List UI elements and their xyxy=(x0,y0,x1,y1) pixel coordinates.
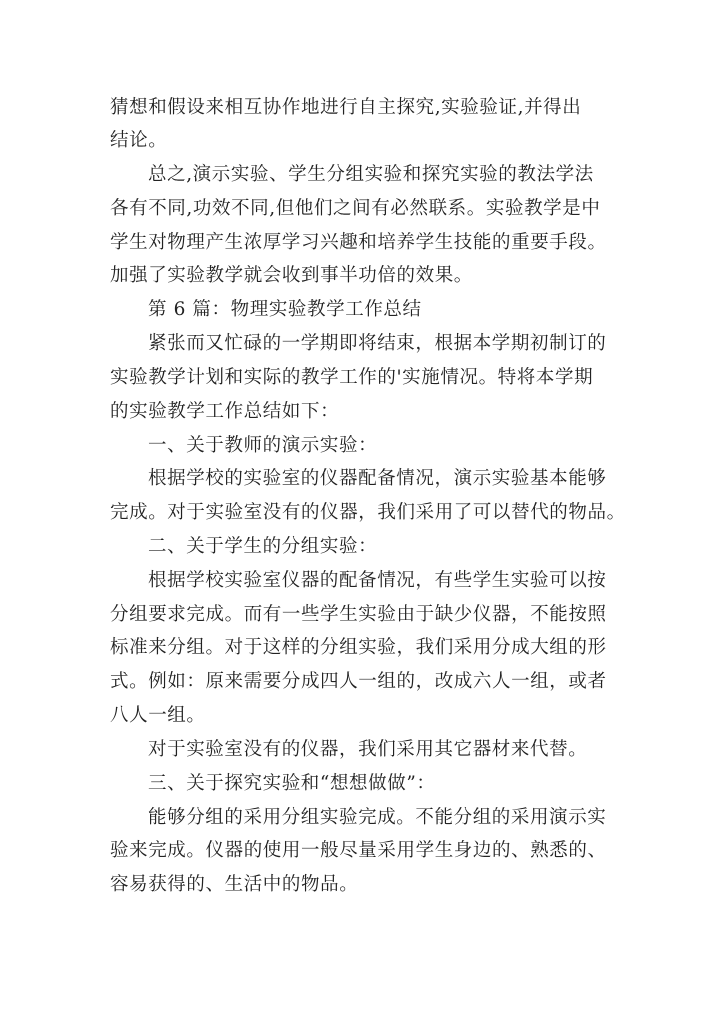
text-line: 加强了实验教学就会收到事半功倍的效果。 xyxy=(110,265,473,286)
text-line: 分组要求完成。而有一些学生实验由于缺少仪器，不能按照 xyxy=(110,604,607,625)
text-line: 对于实验室没有的仪器，我们采用其它器材来代替。 xyxy=(148,739,588,760)
text-line: 总之,演示实验、学生分组实验和探究实验的教法学法 xyxy=(148,164,594,185)
text-line: 完成。对于实验室没有的仪器，我们采用了可以替代的物品。 xyxy=(110,502,626,523)
text-line: 的实验教学工作总结如下： xyxy=(110,401,340,422)
subsection-heading: 二、关于学生的分组实验： xyxy=(148,536,378,557)
text-line: 猜想和假设来相互协作地进行自主探究,实验验证,并得出 xyxy=(110,97,582,118)
subsection-heading: 三、关于探究实验和“想想做做”： xyxy=(148,773,436,794)
text-line: 结论。 xyxy=(110,130,168,151)
text-line: 标准来分组。对于这样的分组实验，我们采用分成大组的形 xyxy=(110,637,607,658)
text-line: 八人一组。 xyxy=(110,705,206,726)
subsection-heading: 一、关于教师的演示实验： xyxy=(148,435,378,456)
text-line: 各有不同,功效不同,但他们之间有必然联系。实验教学是中 xyxy=(110,198,601,219)
text-line: 容易获得的、生活中的物品。 xyxy=(110,874,359,895)
text-line: 能够分组的采用分组实验完成。不能分组的采用演示实 xyxy=(148,807,607,828)
text-line: 式。例如：原来需要分成四人一组的，改成六人一组，或者 xyxy=(110,671,607,692)
text-line: 验来完成。仪器的使用一般尽量采用学生身边的、熟悉的、 xyxy=(110,840,607,861)
text-line: 学生对物理产生浓厚学习兴趣和培养学生技能的重要手段。 xyxy=(110,232,607,253)
text-line: 紧张而又忙碌的一学期即将结束，根据本学期初制订的 xyxy=(148,333,607,354)
text-line: 根据学校的实验室的仪器配备情况，演示实验基本能够 xyxy=(148,468,607,489)
section-heading: 第 6 篇：物理实验教学工作总结 xyxy=(148,299,422,320)
text-line: 实验教学计划和实际的教学工作的'实施情况。特将本学期 xyxy=(110,367,594,388)
text-line: 根据学校实验室仪器的配备情况，有些学生实验可以按 xyxy=(148,570,607,591)
